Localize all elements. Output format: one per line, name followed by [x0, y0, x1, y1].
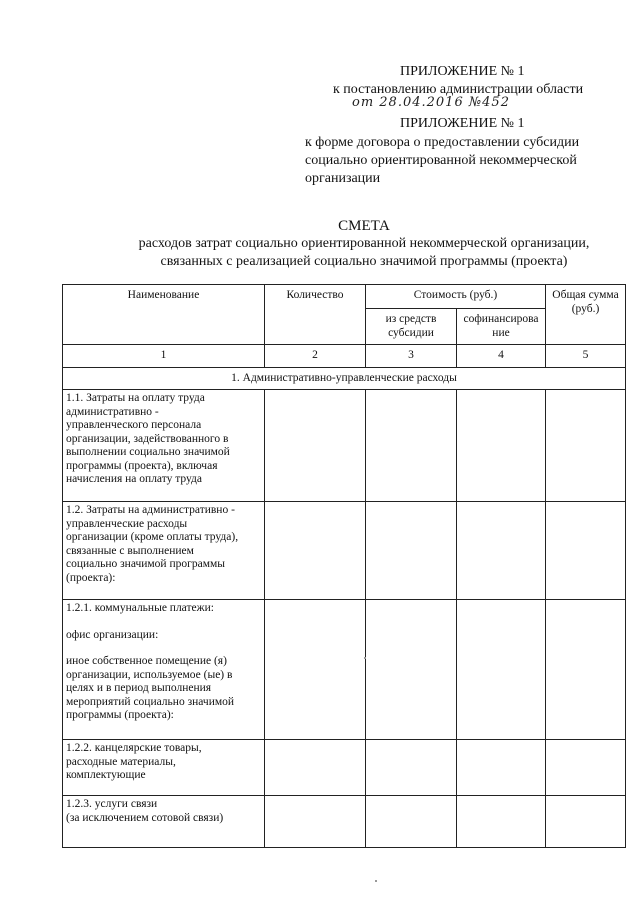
table-row: [63, 740, 626, 796]
empty-cell: [366, 740, 457, 796]
empty-cell: [457, 796, 546, 848]
header-total: [546, 285, 626, 345]
row-label-1-1: [63, 390, 265, 502]
header-name: Наименование: [63, 285, 265, 345]
column-number: 4: [457, 345, 546, 368]
empty-cell: [546, 740, 626, 796]
row-label-1-2-2: [63, 740, 265, 796]
row-label-1-2: [63, 502, 265, 600]
header-cost: Стоимость (руб.): [366, 285, 546, 309]
estimate-table: [62, 284, 626, 848]
row-text: связанные с выполнением: [66, 544, 194, 557]
header-total-line-2: (руб.): [571, 302, 600, 315]
row-text: организации (кроме оплаты труда),: [66, 531, 239, 544]
row-text: организации, задействованного в: [66, 432, 229, 445]
empty-cell: [265, 740, 366, 796]
empty-cell: [265, 390, 366, 502]
column-number-row: [63, 345, 626, 368]
row-text: (проекта):: [66, 571, 116, 584]
empty-cell: [366, 796, 457, 848]
row-text: (за исключением сотовой связи): [66, 811, 224, 824]
header-cofinancing: [457, 309, 546, 345]
table-row: [63, 600, 626, 740]
row-text: 1.2.1. коммунальные платежи:: [66, 602, 214, 614]
empty-cell: [546, 390, 626, 502]
appendix-2-line-3: организации: [305, 171, 381, 186]
column-number: 5: [546, 345, 626, 368]
empty-cell: [265, 502, 366, 600]
row-text: административно -: [66, 405, 159, 418]
row-text: целях и в период выполнения: [66, 682, 212, 695]
appendix-2-title: ПРИЛОЖЕНИЕ № 1: [400, 116, 525, 131]
table-row: [63, 390, 626, 502]
scan-speck: [375, 880, 377, 882]
row-text: мероприятий социально значимой: [66, 695, 235, 708]
empty-cell: [366, 502, 457, 600]
row-text: расходные материалы,: [66, 755, 176, 768]
empty-cell: [546, 600, 626, 740]
row-text: организации, используемое (ые) в: [66, 668, 233, 681]
row-text: программы (проекта):: [66, 709, 174, 722]
section-title: 1. Административно-управленческие расходы: [63, 368, 626, 390]
row-text: управленческие расходы: [66, 517, 188, 530]
handwritten-date-number: от 28.04.2016 №452: [352, 95, 510, 110]
table-row: [63, 502, 626, 600]
header-cofinancing-line-1: софинансирова: [463, 313, 539, 325]
empty-cell: [546, 796, 626, 848]
column-number: 2: [265, 345, 366, 368]
section-row: [63, 368, 626, 390]
row-text: 1.2. Затраты на административно -: [66, 504, 235, 516]
appendix-1-subtitle: к постановлению администрации области: [333, 82, 584, 97]
row-text: программы (проекта), включая: [66, 459, 218, 472]
row-text: выполнении социально значимой: [66, 446, 230, 459]
document-subtitle-1: расходов затрат социально ориентированной некоммерческой организации,: [138, 236, 590, 251]
empty-cell: [457, 390, 546, 502]
empty-cell: [265, 600, 366, 740]
row-text: иное собственное помещение (я): [66, 655, 227, 668]
empty-cell: [457, 502, 546, 600]
empty-cell: [457, 600, 546, 740]
appendix-1-title: ПРИЛОЖЕНИЕ № 1: [400, 64, 525, 79]
header-subsidy: [366, 309, 457, 345]
empty-cell: [546, 502, 626, 600]
empty-cell: [265, 796, 366, 848]
document-title: СМЕТА: [338, 218, 390, 234]
row-text: 1.1. Затраты на оплату труда: [66, 392, 205, 404]
empty-cell: [457, 740, 546, 796]
row-label-1-2-3: [63, 796, 265, 848]
row-text: управленческого персонала: [66, 419, 202, 432]
header-total-line-1: Общая сумма: [552, 289, 619, 301]
row-text: социально значимой программы: [66, 558, 225, 571]
column-number: 1: [63, 345, 265, 368]
document-subtitle-2: связанных с реализацией социально значимой программы (проекта): [160, 254, 568, 269]
header-cofinancing-line-2: ние: [492, 326, 510, 339]
header-subsidy-line-1: из средств: [385, 313, 437, 325]
scan-speck: [364, 657, 366, 659]
row-text: комплектующие: [66, 769, 146, 782]
column-number: 3: [366, 345, 457, 368]
header-subsidy-line-2: субсидии: [388, 326, 434, 339]
empty-cell: [366, 390, 457, 502]
row-text: 1.2.3. услуги связи: [66, 798, 158, 810]
appendix-2-line-1: к форме договора о предоставлении субсидии: [305, 135, 580, 150]
row-text: 1.2.2. канцелярские товары,: [66, 742, 202, 754]
row-text: начисления на оплату труда: [66, 473, 202, 486]
appendix-2-line-2: социально ориентированной некоммерческой: [305, 153, 577, 168]
row-label-1-2-1: [63, 600, 265, 740]
header-quantity: Количество: [265, 285, 366, 345]
row-text: офис организации:: [66, 628, 159, 641]
empty-cell: [366, 600, 457, 740]
table-row: [63, 796, 626, 848]
